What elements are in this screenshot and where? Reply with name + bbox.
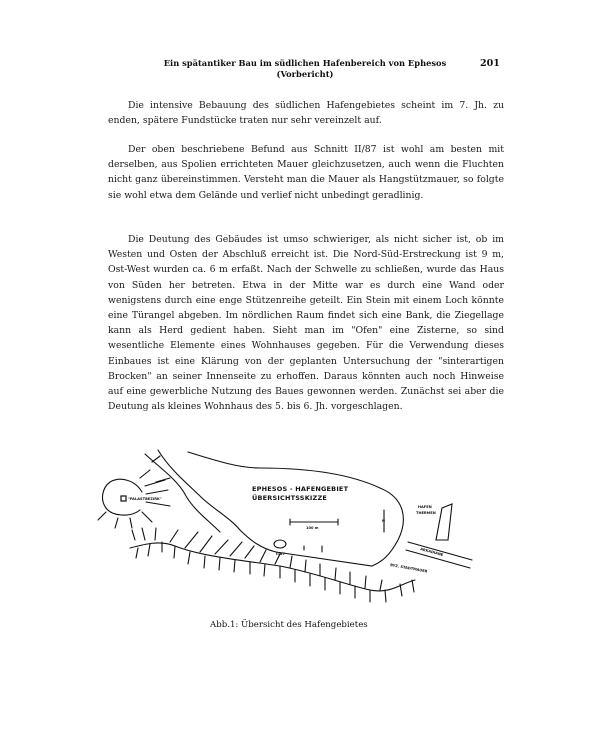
sketch-map	[90, 440, 510, 620]
paragraph-text: Der oben beschriebene Befund aus Schnitt II/87 ist wohl am besten mit derselben, aus Spolien errichteten Mauer gleichzusetzen, auch wenn die Fluchten nicht ganz übereinstimmen. Versteht man die Mauer als Hangstützmauer, so folgte sie wohl etwa dem Gelände und verlief nicht unbedingt geradlinig.	[108, 144, 504, 201]
figure-caption: Abb.1: Übersicht des Hafengebietes	[210, 620, 368, 630]
harbor-baths-label-2: THERMEN	[416, 511, 436, 515]
page-number: 201	[480, 58, 500, 69]
paragraph-1	[108, 98, 504, 128]
scale-label: 100 m	[306, 526, 319, 530]
trench-label: II/87	[276, 552, 285, 556]
paragraph-text: Die intensive Bebauung des südlichen Hafengebietes scheint im 7. Jh. zu enden, spätere Fundstücke traten nur sehr vereinzelt auf.	[108, 100, 504, 127]
running-header	[110, 58, 500, 80]
map-title-line1: EPHESOS - HAFENGEBIET	[252, 485, 349, 493]
header-title: Ein spätantiker Bau im südlichen Hafenbereich von Ephesos	[163, 58, 447, 68]
paragraph-3	[108, 232, 504, 414]
palace-label: "PALASTBEZIRK"	[128, 497, 162, 501]
harbor-baths-building	[436, 504, 452, 540]
hill-ridge	[130, 543, 415, 591]
harbor-overview-sketch	[90, 440, 510, 620]
trench-marker	[274, 540, 286, 548]
map-title-line2: ÜBERSICHTSSKIZZE	[252, 494, 328, 502]
header-subtitle: (Vorbericht)	[276, 69, 334, 79]
channel-edge	[145, 454, 220, 532]
paragraph-2	[108, 142, 504, 203]
north-label: N	[382, 519, 386, 523]
hill-hatching-upper	[132, 528, 382, 590]
palace-square-icon	[121, 496, 126, 501]
harbor-baths-label-1: HAFEN	[418, 505, 432, 509]
hill-hatching-lower	[136, 542, 414, 602]
paragraph-text: Die Deutung des Gebäudes ist umso schwieriger, als nicht sicher ist, ob im Westen und Osten der Abschluß erreicht ist. Die Nord-Süd-Erstreckung ist 9 m, Ost-West wurden ca. 6 m erfaßt. Nach der Schwelle zu schließen, wurde das Haus von Süden her betreten. Etwa in der Mitte war es durch eine Wand oder wenigstens durch eine enge Stützenreihe geteilt. Ein Stein mit einem Loch könnte eine Türangel abgeben. Im nördlichen Raum findet sich eine Bank, die Ziegellage kann als Herd gedient haben. Sieht man im "Ofen" eine Zisterne, so sind wesentliche Elemente eines Wohnhauses gegeben. Für die Verwendung dieses Einbaues ist eine Klärung von der geplanten Untersuchung der "sinterartigen Brocken" an seiner Innenseite zu erhoffen. Daraus könnten auch noch Hinweise auf eine gewerbliche Nutzung des Baues gewonnen werden. Zunächst sei aber die Deutung als kleines Wohnhaus des 5. bis 6. Jh. vorgeschlagen.	[108, 234, 504, 413]
city-wall-label: BYZ. STADTMAUER	[389, 563, 428, 574]
arkadiane-label: ARKADIANE	[419, 547, 444, 558]
arkadiane-road-north	[408, 542, 472, 560]
